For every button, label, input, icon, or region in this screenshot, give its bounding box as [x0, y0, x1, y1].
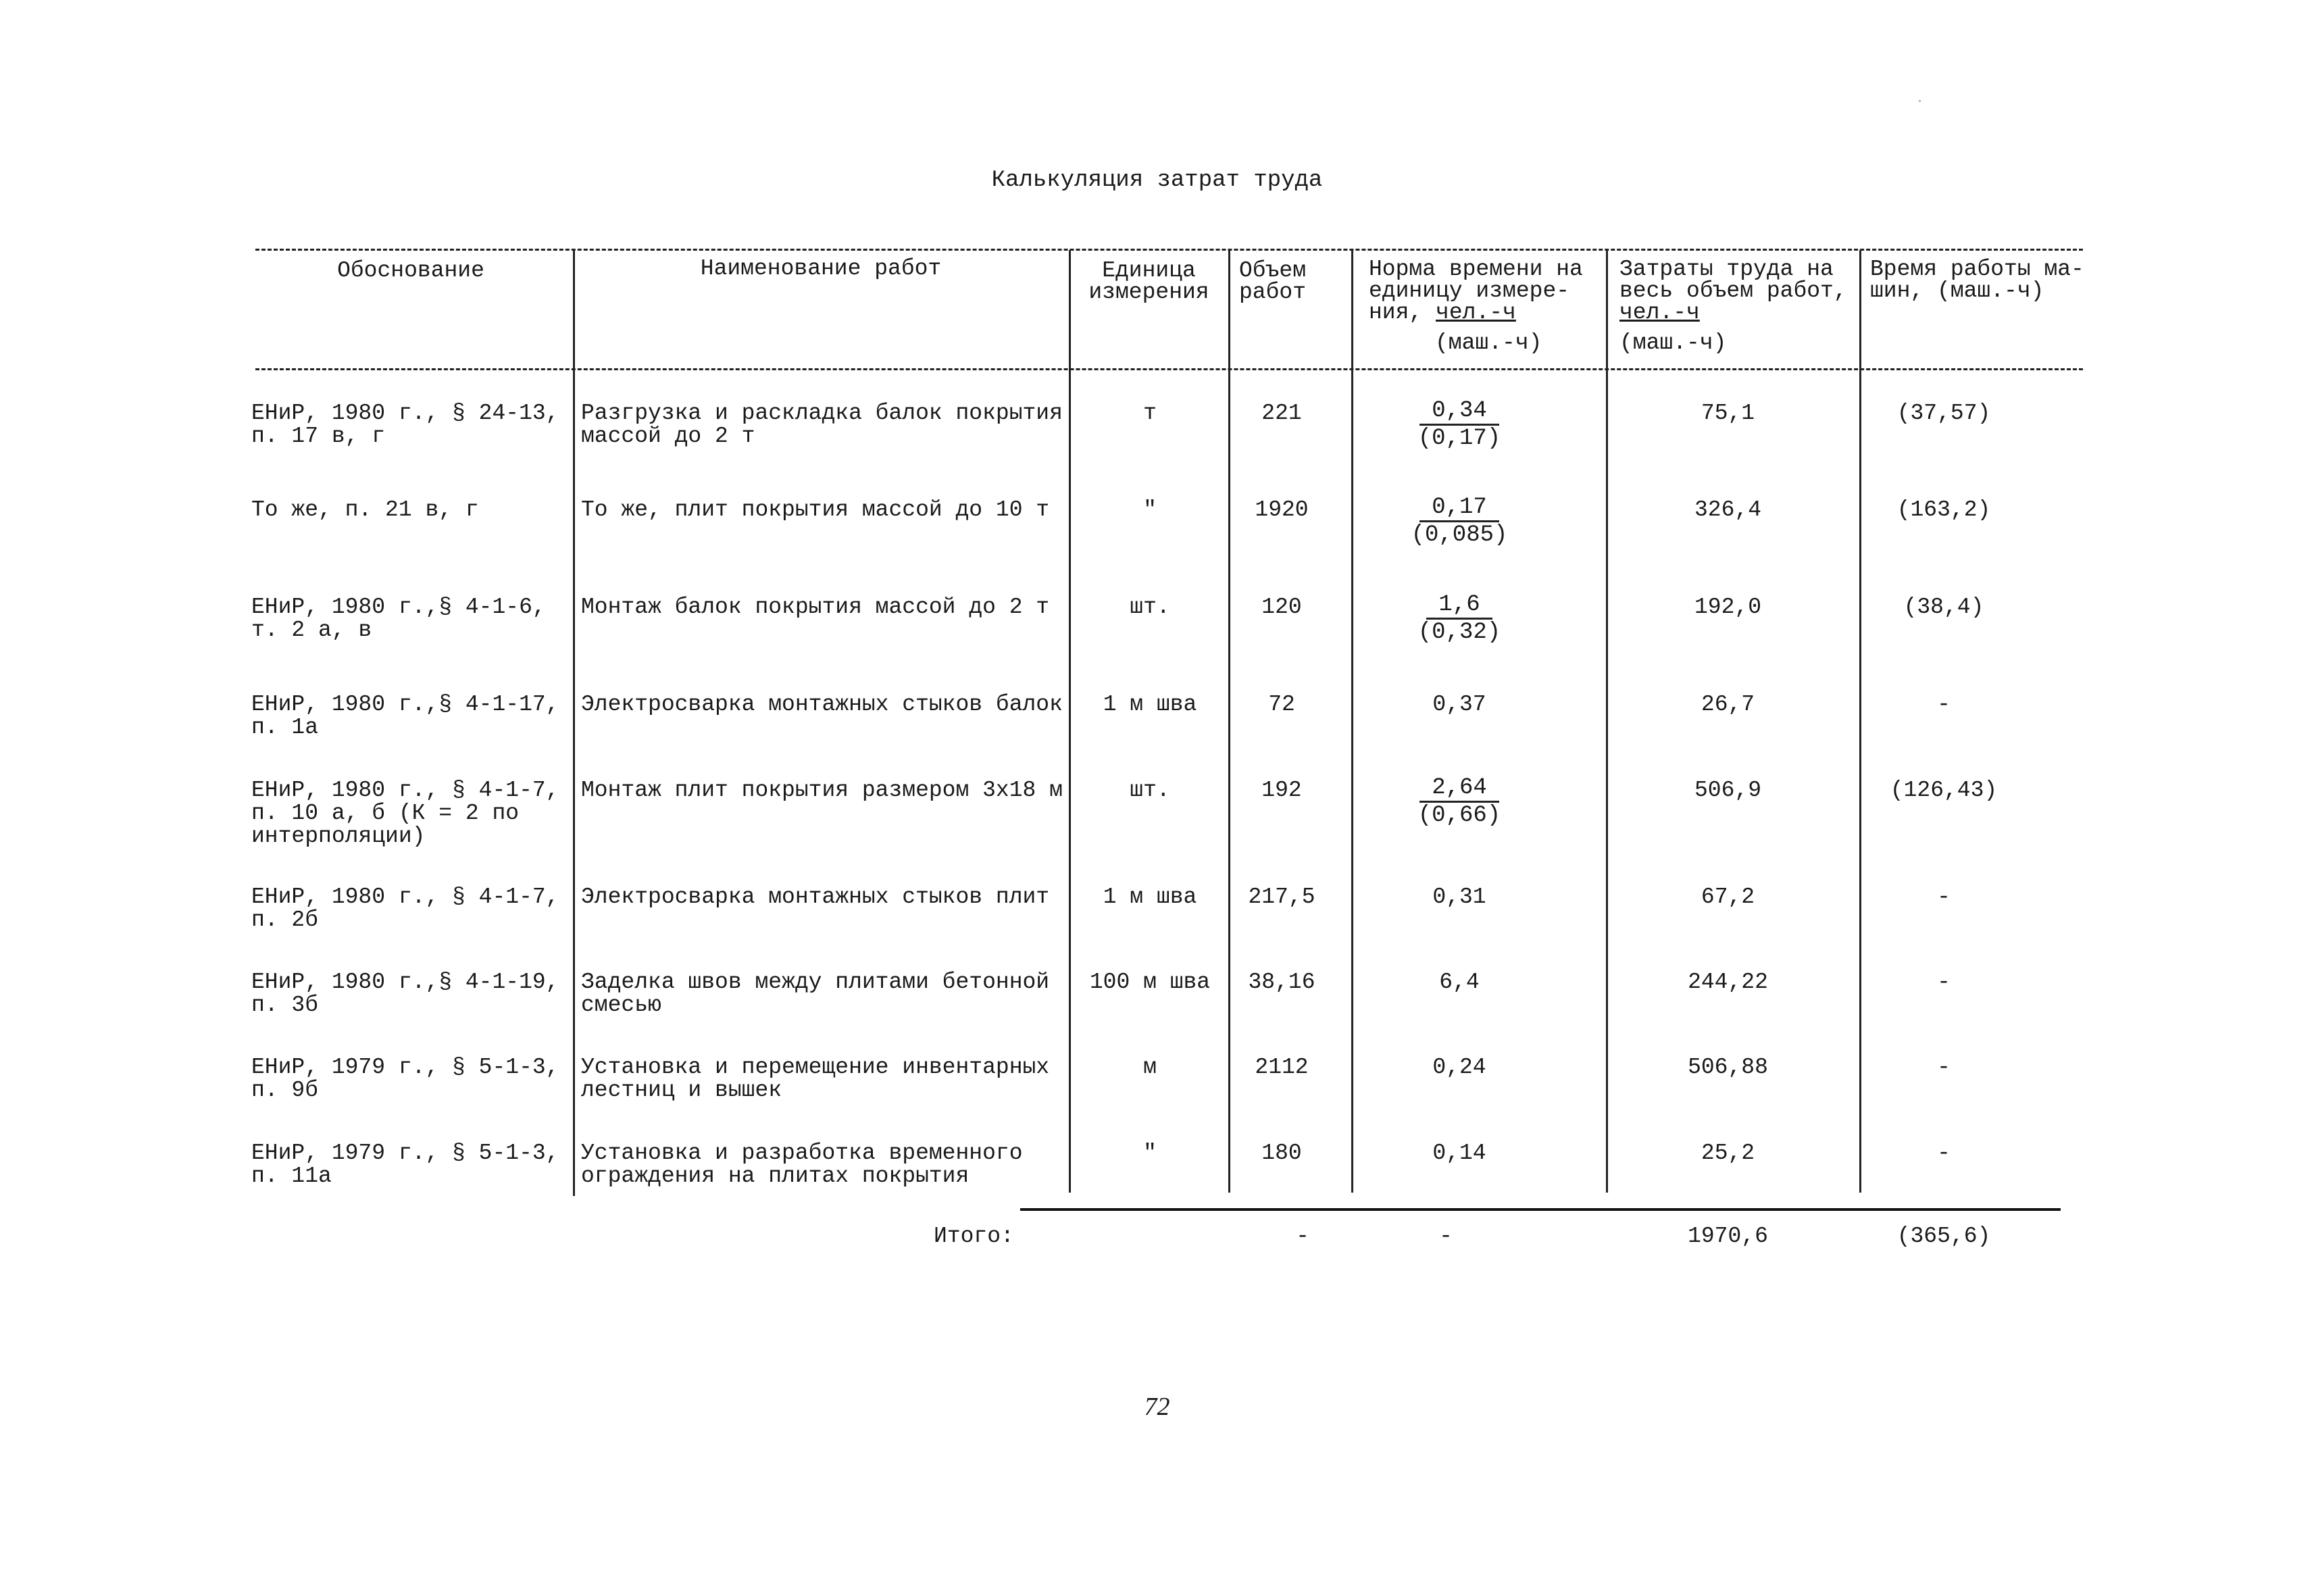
- labor-cell: 506,88: [1688, 1055, 1768, 1080]
- norm-cell: 0,34: [1419, 398, 1499, 426]
- labor-cell: 326,4: [1694, 497, 1762, 522]
- labor-cell: 506,9: [1694, 778, 1762, 803]
- work-name-cell: Установка и перемещение инвентарных лестниц и вышек: [581, 1055, 1050, 1103]
- column-divider: [1351, 250, 1353, 1193]
- labor-cell: 26,7: [1701, 692, 1755, 717]
- volume-cell: 221: [1261, 401, 1302, 426]
- header-labor: Затраты труда на весь объем работ, чел.-ч: [1619, 257, 1847, 325]
- volume-cell: 180: [1261, 1141, 1302, 1166]
- basis-cell: ЕНиР, 1980 г., § 4-1-7, п. 10 а, б (К = 2 по интерполяции): [251, 778, 559, 849]
- header-norm: Норма времени на единицу измере- ния, чел.-ч: [1369, 257, 1583, 325]
- header-machine: Время работы ма- шин, (маш.-ч): [1870, 257, 2084, 303]
- header-unit: Единица измерения: [1088, 258, 1209, 305]
- work-name-cell: Монтаж балок покрытия массой до 2 т: [581, 595, 1050, 620]
- page-number: 72: [1144, 1393, 1170, 1421]
- norm-cell: 2,64: [1419, 775, 1499, 803]
- table-top-rule: [255, 249, 2083, 251]
- page-title: Калькуляция затрат труда: [991, 168, 1323, 193]
- labor-cell: 67,2: [1701, 884, 1755, 909]
- norm-fraction: [1392, 592, 1527, 645]
- unit-cell: ": [1143, 1141, 1157, 1166]
- machine-cell: -: [1937, 970, 1951, 995]
- header-work-name: Наименование работ: [700, 256, 942, 281]
- machine-cell: -: [1937, 884, 1951, 909]
- total-volume: -: [1296, 1224, 1309, 1249]
- norm-cell: 6,4: [1439, 970, 1480, 995]
- basis-cell: ЕНиР, 1980 г.,§ 4-1-6, т. 2 а, в: [251, 595, 546, 643]
- work-name-cell: Разгрузка и раскладка балок покрытия массой до 2 т: [581, 401, 1063, 449]
- work-name-cell: То же, плит покрытия массой до 10 т: [581, 497, 1050, 522]
- volume-cell: 72: [1268, 692, 1295, 717]
- table-bottom-rule: [1020, 1208, 2061, 1211]
- total-norm: -: [1439, 1224, 1453, 1249]
- total-machine: (365,6): [1896, 1224, 1991, 1249]
- machine-cell: (38,4): [1903, 595, 1984, 620]
- column-divider: [573, 250, 575, 1196]
- labor-cell: 25,2: [1701, 1141, 1755, 1166]
- volume-cell: 2112: [1255, 1055, 1309, 1080]
- norm-fraction: [1392, 775, 1527, 828]
- norm-mach-cell: (0,17): [1417, 426, 1501, 451]
- work-name-cell: Заделка швов между плитами бетонной смесью: [581, 970, 1050, 1018]
- norm-cell: 0,17: [1419, 495, 1499, 522]
- scan-speck: [1919, 100, 1921, 102]
- header-norm-mach: (маш.-ч): [1435, 330, 1542, 355]
- norm-mach-cell: (0,32): [1417, 620, 1501, 645]
- labor-cell: 75,1: [1701, 401, 1755, 426]
- unit-cell: шт.: [1130, 778, 1170, 803]
- work-name-cell: Электросварка монтажных стыков балок: [581, 692, 1063, 717]
- norm-cell: 1,6: [1426, 592, 1492, 620]
- machine-cell: (163,2): [1896, 497, 1991, 522]
- header-labor-mach: (маш.-ч): [1619, 330, 1727, 355]
- total-label: Итого:: [934, 1224, 1014, 1249]
- work-name-cell: Монтаж плит покрытия размером 3х18 м: [581, 778, 1063, 803]
- basis-cell: ЕНиР, 1980 г.,§ 4-1-17, п. 1а: [251, 692, 559, 740]
- volume-cell: 192: [1261, 778, 1302, 803]
- column-divider: [1228, 250, 1230, 1193]
- header-basis: Обоснование: [337, 258, 484, 283]
- machine-cell: (37,57): [1896, 401, 1991, 426]
- norm-cell: 0,14: [1432, 1141, 1486, 1166]
- norm-fraction: [1392, 398, 1527, 451]
- unit-cell: 1 м шва: [1103, 884, 1197, 909]
- unit-cell: 100 м шва: [1089, 970, 1211, 995]
- unit-cell: м: [1143, 1055, 1157, 1080]
- total-labor: 1970,6: [1688, 1224, 1768, 1249]
- volume-cell: 120: [1261, 595, 1302, 620]
- labor-cell: 192,0: [1694, 595, 1762, 620]
- basis-cell: ЕНиР, 1980 г., § 4-1-7, п. 2б: [251, 884, 559, 932]
- basis-cell: То же, п. 21 в, г: [251, 497, 479, 522]
- labor-cell: 244,22: [1688, 970, 1768, 995]
- unit-cell: ": [1143, 497, 1157, 522]
- basis-cell: ЕНиР, 1979 г., § 5-1-3, п. 11а: [251, 1141, 559, 1189]
- volume-cell: 1920: [1255, 497, 1309, 522]
- column-divider: [1859, 250, 1861, 1193]
- header-volume: Объем работ: [1239, 258, 1307, 305]
- norm-cell: 0,31: [1432, 884, 1486, 909]
- volume-cell: 38,16: [1248, 970, 1315, 995]
- column-divider: [1069, 250, 1071, 1193]
- column-divider: [1606, 250, 1608, 1193]
- basis-cell: ЕНиР, 1979 г., § 5-1-3, п. 9б: [251, 1055, 559, 1103]
- norm-mach-cell: (0,085): [1411, 522, 1508, 548]
- norm-cell: 0,37: [1432, 692, 1486, 717]
- machine-cell: -: [1937, 1055, 1951, 1080]
- work-name-cell: Установка и разработка временного ограждения на плитах покрытия: [581, 1141, 1023, 1189]
- unit-cell: т: [1143, 401, 1157, 426]
- table-header-rule: [255, 368, 2083, 370]
- unit-cell: 1 м шва: [1103, 692, 1197, 717]
- basis-cell: ЕНиР, 1980 г.,§ 4-1-19, п. 3б: [251, 970, 559, 1018]
- unit-cell: шт.: [1130, 595, 1170, 620]
- machine-cell: -: [1937, 692, 1951, 717]
- work-name-cell: Электросварка монтажных стыков плит: [581, 884, 1050, 909]
- norm-fraction: [1392, 495, 1527, 548]
- machine-cell: (126,43): [1890, 778, 1998, 803]
- norm-mach-cell: (0,66): [1417, 803, 1501, 828]
- machine-cell: -: [1937, 1141, 1951, 1166]
- basis-cell: ЕНиР, 1980 г., § 24-13, п. 17 в, г: [251, 401, 559, 449]
- norm-cell: 0,24: [1432, 1055, 1486, 1080]
- volume-cell: 217,5: [1248, 884, 1315, 909]
